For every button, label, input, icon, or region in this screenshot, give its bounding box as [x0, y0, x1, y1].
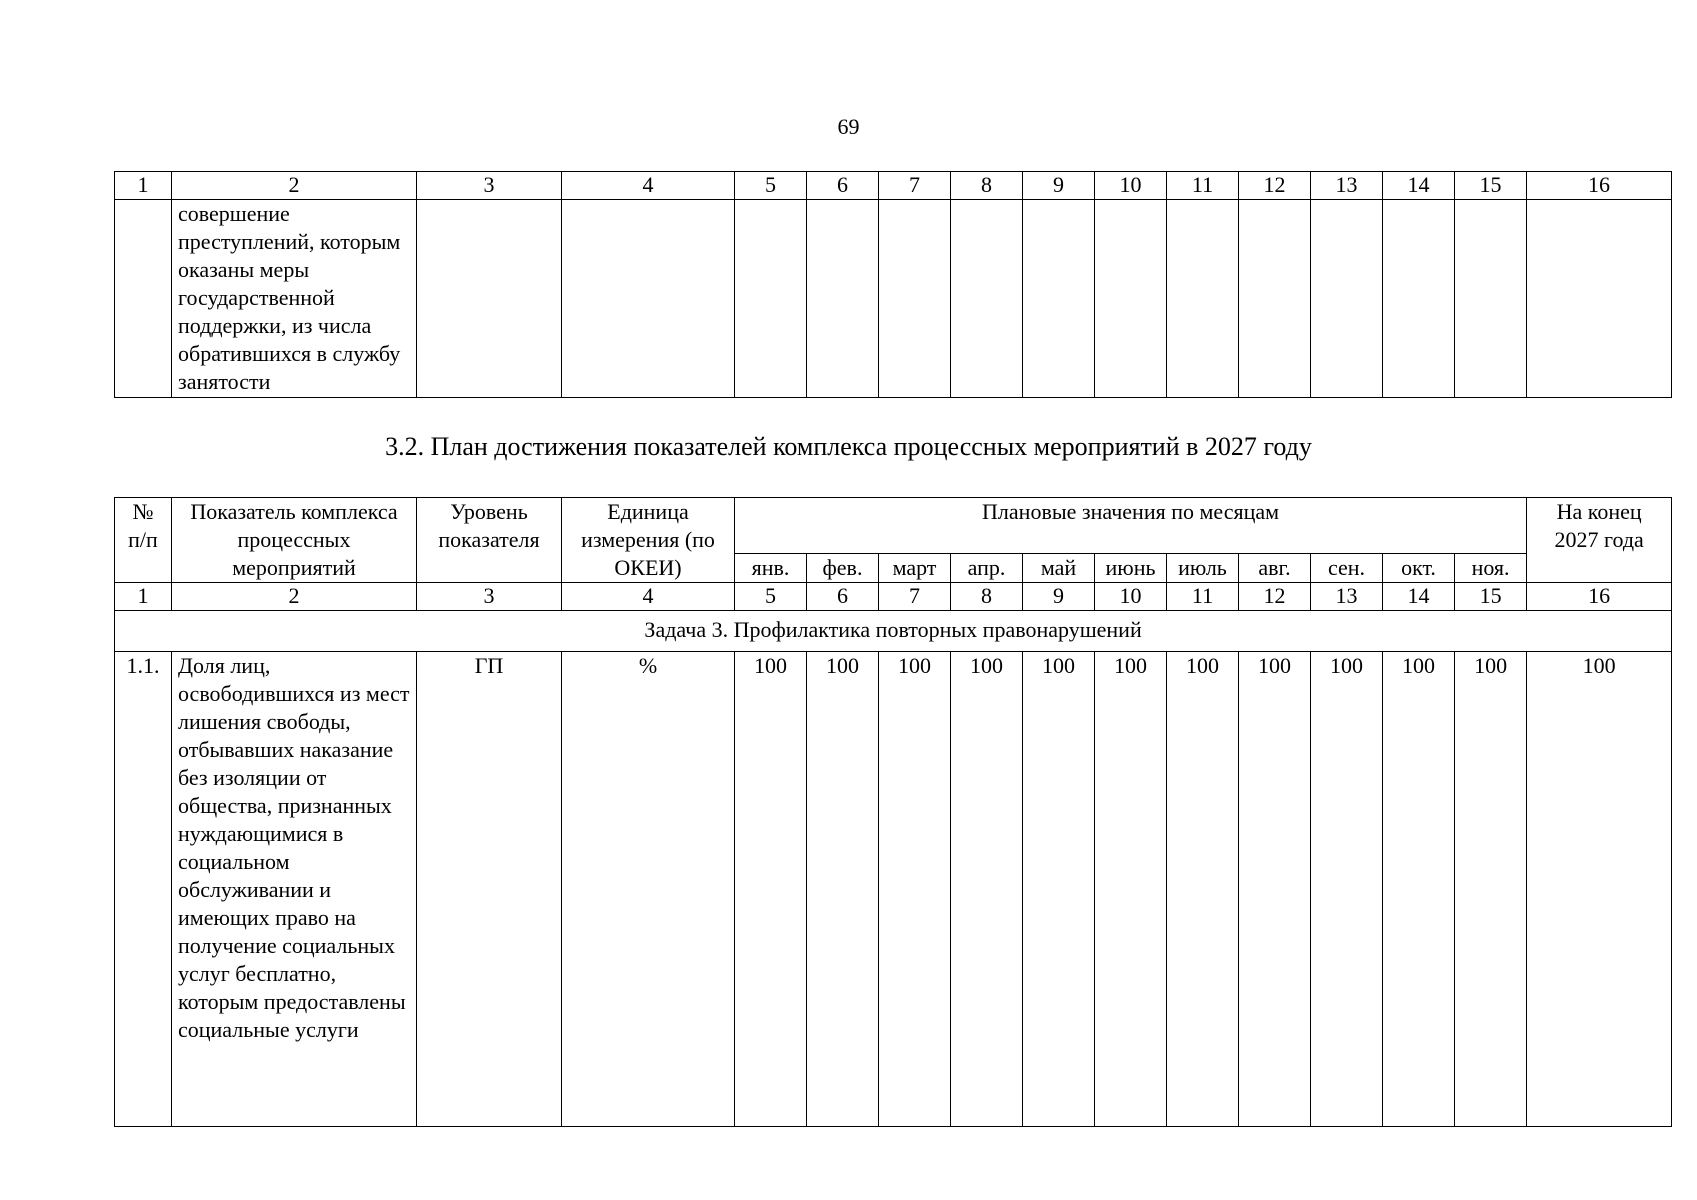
column-number: 8 — [951, 172, 1023, 200]
column-number: 7 — [879, 583, 951, 611]
header-end-of-year: На конец 2027 года — [1527, 498, 1672, 583]
row-month-value: 100 — [1455, 652, 1527, 1127]
row-month-value: 100 — [951, 652, 1023, 1127]
month-header: окт. — [1383, 554, 1455, 583]
column-number: 4 — [562, 583, 735, 611]
month-header: март — [879, 554, 951, 583]
continuation-row — [115, 200, 1672, 398]
row-indicator: Доля лиц, освободившихся из мест лишения свободы, отбывавших наказание без изоляции от общества, признанных нуждающимися в социальном обслуживании и имеющих право на получение социальных услуг бесплатно, которым предоставлены социальные услуги — [172, 652, 417, 1127]
column-number: 1 — [115, 172, 172, 200]
row-level: ГП — [417, 652, 562, 1127]
plan-table — [114, 497, 1672, 1127]
column-number: 6 — [807, 583, 879, 611]
column-number: 15 — [1455, 172, 1527, 200]
column-number: 9 — [1023, 583, 1095, 611]
continuation-table — [114, 171, 1672, 398]
column-number: 8 — [951, 583, 1023, 611]
column-number: 15 — [1455, 583, 1527, 611]
header-monthly-plan: Плановые значения по месяцам — [735, 498, 1527, 554]
row-num: 1.1. — [115, 652, 172, 1127]
table-row — [115, 652, 1672, 1127]
task-title: Задача 3. Профилактика повторных правонарушений — [115, 611, 1672, 652]
header-num: № п/п — [115, 498, 172, 583]
section-title: 3.2. План достижения показателей комплекса процессных мероприятий в 2027 году — [385, 432, 1312, 461]
column-number: 14 — [1383, 583, 1455, 611]
column-number: 10 — [1095, 583, 1167, 611]
row-unit: % — [562, 652, 735, 1127]
column-number: 3 — [417, 172, 562, 200]
column-number: 12 — [1239, 172, 1311, 200]
row-month-value: 100 — [879, 652, 951, 1127]
row-month-value: 100 — [807, 652, 879, 1127]
month-header: апр. — [951, 554, 1023, 583]
month-header: ноя. — [1455, 554, 1527, 583]
header-unit: Единица измерения (по ОКЕИ) — [562, 498, 735, 583]
header-level: Уровень показателя — [417, 498, 562, 583]
month-header: янв. — [735, 554, 807, 583]
row-month-value: 100 — [1023, 652, 1095, 1127]
continuation-indicator-text: совершение преступлений, которым оказаны меры государственной поддержки, из числа обратившихся в службу занятости — [172, 200, 417, 398]
column-number: 2 — [172, 172, 417, 200]
month-header: июль — [1167, 554, 1239, 583]
task-row — [115, 611, 1672, 652]
header-indicator: Показатель комплекса процессных мероприятий — [172, 498, 417, 583]
column-number: 16 — [1527, 583, 1672, 611]
row-month-value: 100 — [1311, 652, 1383, 1127]
row-month-value: 100 — [1095, 652, 1167, 1127]
column-number: 3 — [417, 583, 562, 611]
column-number: 13 — [1311, 583, 1383, 611]
row-end-of-year: 100 — [1527, 652, 1672, 1127]
column-number: 5 — [735, 172, 807, 200]
column-number: 2 — [172, 583, 417, 611]
column-number: 5 — [735, 583, 807, 611]
column-number: 14 — [1383, 172, 1455, 200]
month-header: июнь — [1095, 554, 1167, 583]
page-number: 69 — [837, 114, 860, 139]
row-month-value: 100 — [1167, 652, 1239, 1127]
column-number-row — [115, 172, 1672, 200]
column-number: 13 — [1311, 172, 1383, 200]
column-number: 16 — [1527, 172, 1672, 200]
column-number: 11 — [1167, 172, 1239, 200]
row-month-value: 100 — [1239, 652, 1311, 1127]
column-number: 4 — [562, 172, 735, 200]
column-number: 10 — [1095, 172, 1167, 200]
month-header: сен. — [1311, 554, 1383, 583]
month-header: авг. — [1239, 554, 1311, 583]
header-row — [115, 498, 1672, 554]
column-number: 12 — [1239, 583, 1311, 611]
column-number: 7 — [879, 172, 951, 200]
column-number: 11 — [1167, 583, 1239, 611]
month-header: май — [1023, 554, 1095, 583]
column-number: 1 — [115, 583, 172, 611]
row-month-value: 100 — [735, 652, 807, 1127]
column-number-row — [115, 583, 1672, 611]
column-number: 9 — [1023, 172, 1095, 200]
column-number: 6 — [807, 172, 879, 200]
month-header: фев. — [807, 554, 879, 583]
row-month-value: 100 — [1383, 652, 1455, 1127]
